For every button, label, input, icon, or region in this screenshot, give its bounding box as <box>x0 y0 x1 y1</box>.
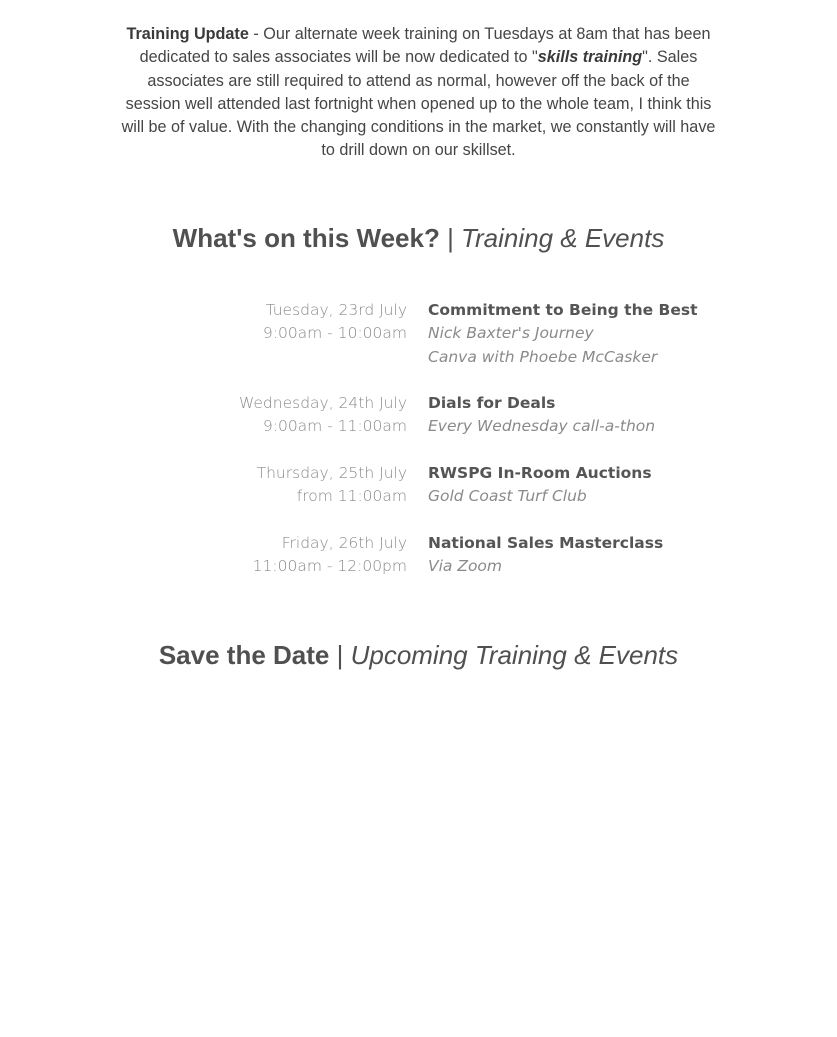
event-what <box>428 462 652 509</box>
event-date: Wednesday, 24th July <box>238 394 407 412</box>
event-when <box>253 532 407 579</box>
event-time: 11:00am - 12:00pm <box>252 557 407 576</box>
training-update-label: Training Update <box>126 25 249 43</box>
event-detail: Gold Coast Turf Club <box>428 487 587 506</box>
whats-on-this-week-heading <box>0 223 837 254</box>
event-title: National Sales Masterclass <box>428 534 664 552</box>
event-when <box>263 299 407 346</box>
save-the-date-heading <box>0 640 837 671</box>
event-when <box>239 392 407 439</box>
event-what <box>428 532 663 579</box>
event-time: from 11:00am <box>296 487 407 506</box>
event-time: 9:00am - 11:00am <box>262 417 407 436</box>
event-date: Thursday, 25th July <box>256 464 407 482</box>
event-detail: Via Zoom <box>428 557 503 576</box>
training-update-text-part-2: ". Sales associates are still required to attend as normal, however off the back of the session well attended last fortnight when opened up to the whole team, I think this will be of value. With the changing conditions in the market, we constantly will have to drill down on our skillset. <box>121 48 716 160</box>
event-detail: Canva with Phoebe McCasker <box>428 347 658 366</box>
event-date: Tuesday, 23rd July <box>265 301 407 319</box>
event-when <box>257 462 407 509</box>
heading-separator: | <box>439 223 462 253</box>
heading-strong-text: Save the Date <box>158 640 330 670</box>
event-detail: Nick Baxter's Journey <box>428 324 594 343</box>
event-title: RWSPG In-Room Auctions <box>428 464 652 482</box>
skills-training-emphasis: skills training <box>537 48 643 67</box>
training-update-paragraph <box>118 23 719 163</box>
training-update-text-part-1: - Our alternate week training on Tuesdays at 8am that has been dedicated to sales associates will be now dedicated to " <box>139 25 711 67</box>
event-title: Commitment to Being the Best <box>428 301 698 319</box>
event-date: Friday, 26th July <box>281 534 407 552</box>
event-title: Dials for Deals <box>428 394 556 412</box>
event-what <box>428 392 655 439</box>
event-detail: Every Wednesday call-a-thon <box>428 417 656 436</box>
event-time: 9:00am - 10:00am <box>262 324 407 343</box>
heading-separator: | <box>329 640 351 670</box>
heading-italic-text: Training & Events <box>461 223 665 253</box>
event-what <box>428 299 698 369</box>
heading-strong-text: What's on this Week? <box>172 223 440 253</box>
heading-italic-text: Upcoming Training & Events <box>350 640 679 670</box>
